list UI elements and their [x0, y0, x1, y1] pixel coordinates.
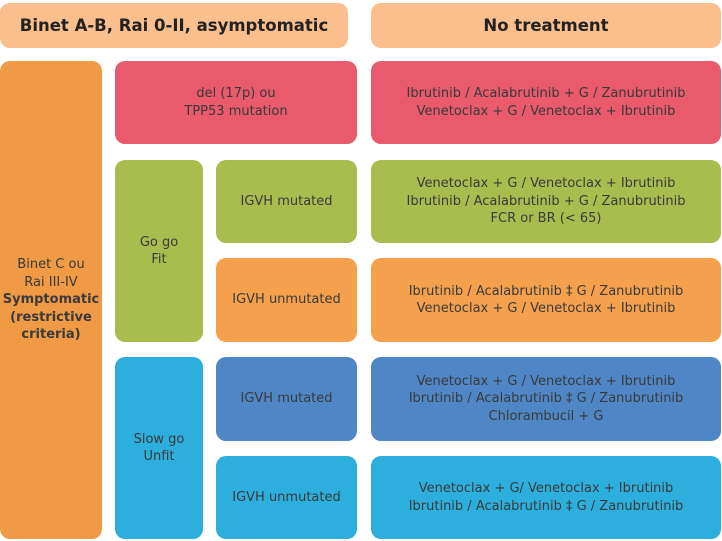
symptomatic-line2: Rai III-IV	[24, 274, 78, 290]
unfit-mutated-label: IGVH mutated	[240, 391, 333, 407]
fit-mutated-box	[216, 160, 357, 243]
fit-unmutated-box	[216, 258, 357, 342]
fit-line1: Go go	[139, 234, 179, 250]
unfit-line2: Unfit	[143, 449, 175, 464]
unfit-mutated-treatment-line: Ibrutinib / Acalabrutinib ‡ G / Zanubrutinib	[408, 391, 684, 407]
symptomatic-line1: Binet C ou	[17, 257, 85, 273]
fit-mutated-treatment-line: Venetoclax + G / Venetoclax + Ibrutinib	[416, 176, 676, 192]
fit-unmutated-label: IGVH unmutated	[232, 292, 341, 308]
fit-unmutated-treatment-line: Ibrutinib / Acalabrutinib ‡ G / Zanubrutinib	[408, 283, 684, 299]
del17p-treatment-line: Venetoclax + G / Venetoclax + Ibrutinib	[416, 103, 676, 119]
unfit-mutated-box	[216, 357, 357, 441]
del17p-treatment-line: Ibrutinib / Acalabrutinib + G / Zanubrutinib	[406, 86, 686, 101]
unfit-box	[115, 357, 203, 539]
fit-mutated-treatment-line: Ibrutinib / Acalabrutinib + G / Zanubrutinib	[406, 193, 686, 209]
unfit-mutated-treatment-line: Venetoclax + G / Venetoclax + Ibrutinib	[416, 373, 676, 389]
symptomatic-line3: Symptomatic	[2, 292, 100, 308]
fit-box	[115, 160, 203, 342]
unfit-unmutated-label: IGVH unmutated	[232, 489, 341, 505]
del17p-box	[115, 61, 357, 144]
unfit-mutated-treatment-line: Chlorambucil + G	[488, 408, 604, 424]
unfit-unmutated-box	[216, 456, 357, 539]
unfit-mutated-treatment-box	[371, 357, 721, 441]
header-left-box	[0, 3, 348, 48]
del17p-treatment-box	[371, 61, 721, 144]
fit-mutated-label: IGVH mutated	[240, 193, 333, 209]
symptomatic-box	[0, 61, 102, 539]
header-left-text: Binet A-B, Rai 0-II, asymptomatic	[19, 15, 329, 35]
fit-mutated-treatment-box	[371, 160, 721, 243]
unfit-unmutated-treatment-line: Ibrutinib / Acalabrutinib ‡ G / Zanubrutinib	[408, 498, 684, 514]
del17p-line2: TPP53 mutation	[184, 103, 288, 119]
fit-line2: Fit	[151, 252, 167, 267]
del17p-line1: del (17p) ou	[196, 86, 276, 101]
header-right-text: No treatment	[483, 15, 609, 35]
fit-unmutated-treatment-line: Venetoclax + G / Venetoclax + Ibrutinib	[416, 301, 676, 316]
header-right-box	[371, 3, 721, 48]
unfit-unmutated-treatment-box	[371, 456, 721, 539]
unfit-unmutated-treatment-line: Venetoclax + G/ Venetoclax + Ibrutinib	[418, 481, 674, 496]
fit-mutated-treatment-line: FCR or BR (< 65)	[490, 211, 602, 227]
symptomatic-line5: criteria)	[21, 327, 81, 343]
symptomatic-line4: (restrictive	[10, 309, 92, 325]
fit-unmutated-treatment-box	[371, 258, 721, 342]
unfit-line1: Slow go	[133, 431, 185, 447]
